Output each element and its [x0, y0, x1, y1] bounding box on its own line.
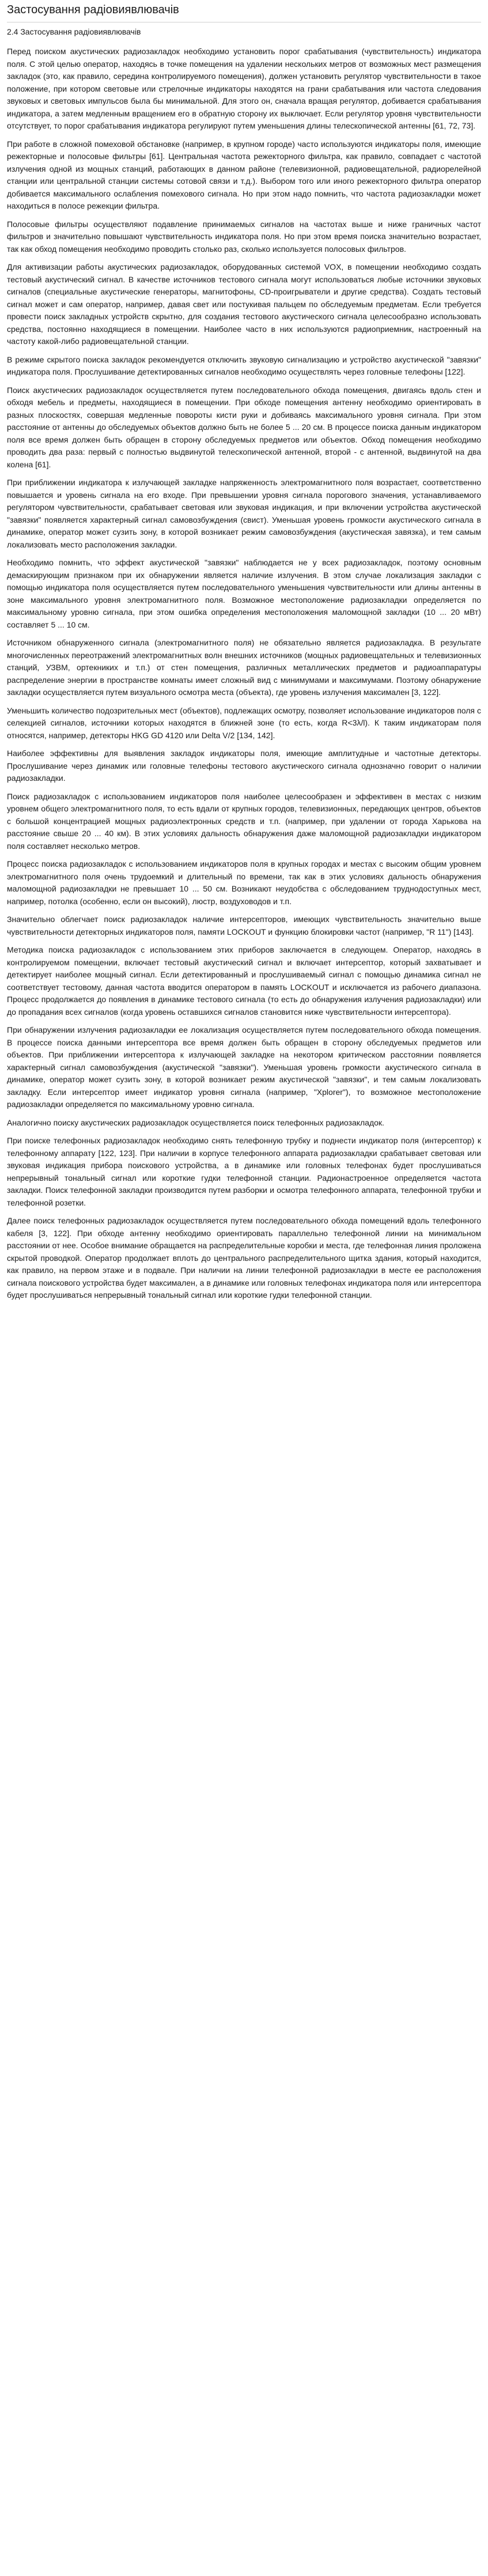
- paragraph: Источником обнаруженного сигнала (электромагнитного поля) не обязательно является радиозакладка. В результате многочисленных переотражений электромагнитных волн внешних источников (мощных радиовещательных и телевизионных станций, УЗВМ, ортекниких и т.п.) от стен помещения, различных металлических предметов и радиоаппаратуры распределение энергии в пространстве комнаты имеет сложный вид с минимумами и максимумами. Поэтому обнаружение закладки осуществляется путем визуального осмотра места (объекта), где уровень излучения максимален [3, 122].: [7, 638, 481, 697]
- paragraph: Перед поиском акустических радиозакладок необходимо установить порог срабатывания (чувствительность) индикатора поля. С этой целью оператор, находясь в точке помещения на удалении нескольких метров от возможных мест размещения закладок (это, как правило, середина контролируемого помещения), должен установить регулятор чувствительности в такое положение, при котором световые или стрелочные индикаторы находятся на грани срабатывания или частота следования звуковых и световых импульсов была бы минимальной. Для этого он, сначала вращая регулятор, добивается срабатывания индикатора, а затем медленным вращением его в обратную сторону их выключает. Если регулятор уровня чувствительности отсутствует, то порог срабатывания индикатора регулируют путем уменьшения длины телескопической антенны [61, 72, 73].: [7, 47, 481, 130]
- paragraph: Процесс поиска радиозакладок с использованием индикаторов поля в крупных городах и местах с высоким общим уровнем электромагнитного поля очень трудоемкий и длительный по времени, так как в этих условиях дальность обнаружения маломощной радиозакладки не превышает 10 ... 50 см. Возникают неудобства с обследованием труднодоступных мест, например, потолка (особенно, если он высокий), люстр, воздуховодов и т.п.: [7, 859, 481, 906]
- paragraph: Аналогично поиску акустических радиозакладок осуществляется поиск телефонных радиозакладок.: [7, 1117, 384, 1127]
- paragraph: Необходимо помнить, что эффект акустической "завязки" наблюдается не у всех радиозакладок, поэтому основным демаскирующим признаком при их обнаружении является наличие излучения. В этом случае локализация закладки с помощью индикатора поля осуществляется путем последовательного уменьшения чувствительности или длины антенны в зоне максимального уровня электромагнитного поля. Возможное местоположение радиозакладки определяется по максимальному уровню сигнала, при этом ошибка определения местоположения маломощной закладки (10 ... 20 мВт) составляет 5 ... 10 см.: [7, 558, 481, 629]
- paragraph: При работе в сложной помеховой обстановке (например, в крупном городе) часто используются индикаторы поля, имеющие режекторные и полосовые фильтры [61]. Центральная частота режекторного фильтра, как правило, совпадает с частотой излучения одной из мощных станций, работающих в данном районе (телевизионной, радиовещательной, радиорелейной станции или центральной станции системы сотовой связи и т.д.). Выбором того или иного режекторного фильтра оператор добивается максимального ослабления помехового сигнала. Но при этом надо помнить, что частота радиозакладки может находиться в полосе режекции фильтра.: [7, 139, 481, 210]
- paragraph: При обнаружении излучения радиозакладки ее локализация осуществляется путем последовательного обхода помещения. В процессе поиска данными интерсептора все время должен быть обращен в сторону обследуемых предметов или объектов. При приближении интерсептора к излучающей закладке на некотором критическом расстоянии появляется характерный сигнал самовозбуждения (акустической "завязки"). Уменьшая уровень громкости акустического сигнала в динамике, оператор может сузить зону, в которой возникает режим акустической "завязки", и тем самым локализовать закладку. Если интерсептор имеет индикатор уровня сигнала (например, "Xplorer"), то возможное местоположение радиозакладки определяется по максимальному уровню сигнала.: [7, 1025, 481, 1109]
- paragraph: В режиме скрытого поиска закладок рекомендуется отключить звуковую сигнализацию и устройство акустической "завязки" индикатора поля. Прослушивание детектированных сигналов необходимо осуществлять через головные телефоны [122].: [7, 354, 481, 376]
- paragraph: Для активизации работы акустических радиозакладок, оборудованных системой VOX, в помещении необходимо создать тестовый акустический сигнал. В качестве источников тестового сигнала могут использоваться любые источники звуковых сигналов (специальные акустические генераторы, магнитофоны, CD-проигрыватели и другие средства). Создать тестовый сигнал может и сам оператор, например, давая свет или постукивая пальцем по обследуемым предметам. Если требуется провести поиск закладных устройств скрытно, для создания тестового акустического сигнала целесообразно использовать средства, постоянно находящиеся в помещении. Наиболее часто в них используются радиоприемник, настроенный на частоту какой-либо радиовещательной станции.: [7, 262, 481, 346]
- paragraph: При поиске телефонных радиозакладок необходимо снять телефонную трубку и поднести индикатор поля (интерсептор) к телефонному аппарату [122, 123]. При наличии в корпусе телефонного аппарата радиозакладки срабатывает световая или звуковая индикация прибора поискового устройства, а в динамике или головных телефонах будет прослушиваться непрерывный тональный сигнал или короткие гудки телефонной станции. Радионастроенное определяется частота закладки. Поиск телефонной закладки производится путем разборки и осмотра телефонного аппарата, телефонной трубки и телефонной розетки.: [7, 1136, 481, 1207]
- paragraph: Поиск радиозакладок с использованием индикаторов поля наиболее целесообразен и эффективен в местах с низким уровнем общего электромагнитного поля, то есть вдали от крупных городов, телевизионных, передающих центров, объектов с большой концентрацией мощных радиоэлектронных средств и т.п. (например, при удалении от города Харькова на расстояние свыше 20 ... 40 км). В этих условиях дальность обнаружения даже маломощной радиозакладки индикатором поля составляет несколько метров.: [7, 791, 481, 851]
- page-title: Застосування радіовиявлювачів: [7, 2, 481, 22]
- paragraph: Наиболее эффективны для выявления закладок индикаторы поля, имеющие амплитудные и частотные детекторы. Прослушивание через динамик или головные телефоны тестового акустического сигнала однозначно говорит о наличии радиозакладки.: [7, 749, 481, 783]
- paragraph: Методика поиска радиозакладок с использованием этих приборов заключается в следующем. Оператор, находясь в контролируемом помещении, включает тестовый акустический сигнал и включает интерсептор, который захватывает и детектирует наиболее мощный сигнал. Если детектированный и прослушиваемый сигнал с помощью динамика сигнал не соответствует тестовому, данная частота вводится оператором в память LOCKOUT и исключается из рабочего диапазона. Процесс продолжается до появления в динамике тестового сигнала (то есть до обнаружения излучения радиозакладки) или до пропадания всех сигналов (когда уровень оставшихся сигналов становится ниже чувствительности интерсептора).: [7, 945, 481, 1017]
- paragraph: При приближении индикатора к излучающей закладке напряженность электромагнитного поля возрастает, соответственно повышается и уровень сигнала на его входе. При превышении уровня сигнала порогового значения, устанавливаемого регулятором чувствительности, срабатывает световая или звуковая индикация, и при включении устройства акустической "завязки" появляется характерный сигнал самовозбуждения (свист). Уменьшая уровень громкости акустического сигнала в динамике, оператор может сузить зону, в которой возникает режим самовозбуждения (акустическая завязка), и тем самым локализовать место расположения закладки.: [7, 478, 481, 549]
- paragraph: Уменьшить количество подозрительных мест (объектов), подлежащих осмотру, позволяет использование индикаторов поля с селекцией сигналов, источники которых находятся в ближней зоне (то есть, когда R<3λ/l). К таким индикаторам поля относятся, например, детекторы HKG GD 4120 или Delta V/2 [134, 142].: [7, 705, 481, 740]
- paragraph: Поиск акустических радиозакладок осуществляется путем последовательного обхода помещения, двигаясь вдоль стен и обходя мебель и предметы, находящиеся в помещении. При обходе помещения антенну необходимо ориентировать в разных плоскостях, совершая медленные повороты кисти руки и добиваясь максимального уровня сигнала. При этом расстояние от антенны до обследуемых объектов должно быть не более 5 ... 20 см. В процессе поиска данным индикатором поля все время должен быть обращен в сторону обследуемых предметов или объектов. Обход помещения необходимо проводить два раза: первый с полностью выдвинутой телескопической антенной, второй - с антенной, выдвинутой на два колена [61].: [7, 385, 481, 469]
- paragraph: Значительно облегчает поиск радиозакладок наличие интерсепторов, имеющих чувствительность значительно выше чувствительности детекторных индикаторов поля, памяти LOCKOUT и функцию блокировки частот (например, "R 11") [143].: [7, 915, 481, 936]
- section-subtitle: 2.4 Застосування радіовиявлювачів: [7, 27, 141, 36]
- document-body: [7, 46, 481, 1302]
- paragraph: Далее поиск телефонных радиозакладок осуществляется путем последовательного обхода помещений вдоль телефонного кабеля [3, 122]. При обходе антенну необходимо ориентировать параллельно телефонной линии на минимальном расстоянии от нее. Особое внимание обращается на распределительные коробки и места, где телефонная линия проложена скрытой проводкой. Оператор продолжает вплоть до центрального распределительного щитка здания, который находится, как правило, на первом этаже и в подвале. При наличии на линии телефонной радиозакладки в месте ее расположения сигнала поискового устройства будет максимален, а в динамике или головных телефонах индикатора поля или интерсептора будет прослушиваться непрерывный тональный сигнал или короткие гудки телефонной станции.: [7, 1216, 481, 1300]
- paragraph: Полосовые фильтры осуществляют подавление принимаемых сигналов на частотах выше и ниже граничных частот фильтров и значительно повышают чувствительность индикатора поля. Но при этом время поиска значительно возрастает, так как обход помещения необходимо проводить столько раз, сколько используется полосовых фильтров.: [7, 219, 481, 254]
